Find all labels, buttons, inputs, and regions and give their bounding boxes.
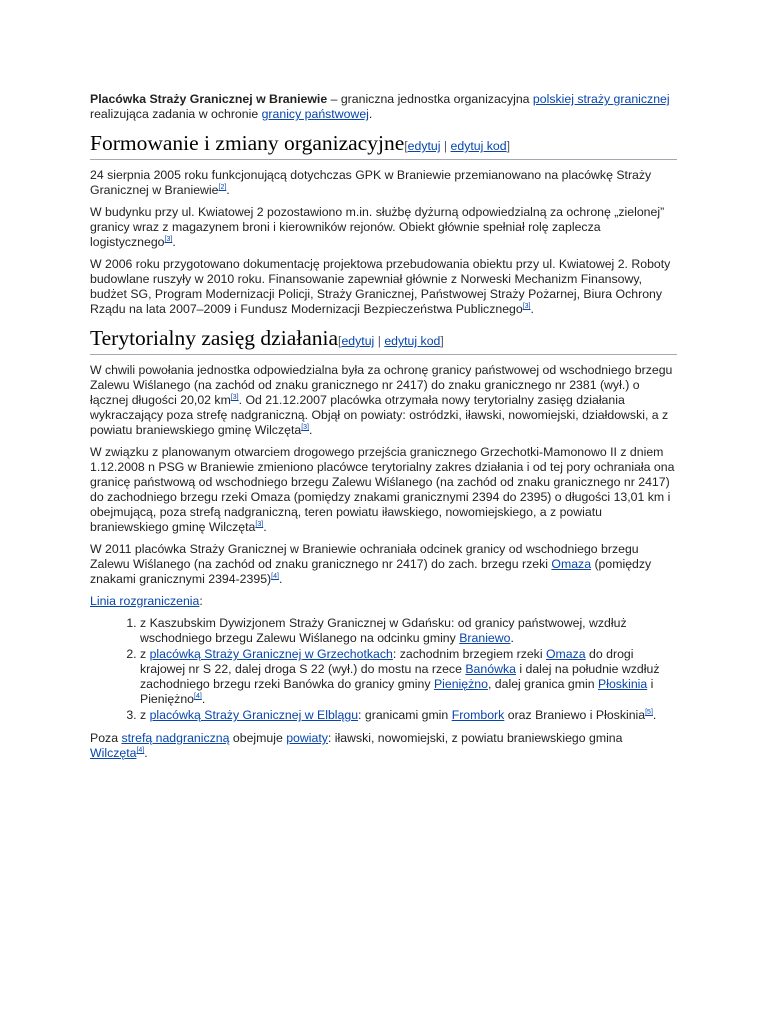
link-polska-straz-graniczna[interactable]: polskiej straży granicznej [532,92,670,106]
reference-link[interactable]: [3] [255,520,264,528]
link-pieniezno[interactable]: Pieniężno [433,677,488,691]
section1-paragraph-3: W 2006 roku przygotowano dokumentację projektowa przebudowania obiektu przy ul. Kwiatowej 2. Roboty budowlane ruszyły w 2010 roku. Finansowanie zapewniał głównie z Norweski Mechanizm Finansowy, budżet SG, Program Modernizacji Policji, Straży Granicznej, Państwowej Straży Pożarnej, Biura Ochrony Rządu na lata 2007–2009 i Fundusz Modernizacji Bezpieczeństwa Publicznego[3]. [90,257,671,316]
reference-link[interactable]: [4] [136,746,145,754]
link-omaza[interactable]: Omaza [551,557,592,571]
link-braniewo[interactable]: Braniewo [459,631,511,645]
section-heading-terytorialny: Terytorialny zasięg działania[edytuj | edytuj kod] [90,326,677,355]
link-placowka-elblag[interactable]: placówką Straży Granicznej w Elblągu [149,708,359,722]
section2-paragraph-1: W chwili powołania jednostka odpowiedzialna była za ochronę granicy państwowej od wschodniego brzegu Zalewu Wiślanego (na zachód od znaku granicznego nr 2417) do znaku granicznego nr 2381 (wył.) o łącznej długości 20,02 km[3]. Od 21.12.2007 placówka otrzymała nowy terytorialny zasięg działania wykraczający poza strefę nadgraniczną. Objął on powiaty: ostródzki, iławski, nowomiejski, działdowski, a z powiatu braniewskiego gminę Wilczęta[3]. [90,363,673,437]
edit-code-link[interactable]: edytuj kod [384,334,441,348]
list-item: 1. z Kaszubskim Dywizjonem Straży Granicznej w Gdańsku: od granicy państwowej, wzdłuż wschodniego brzegu Zalewu Wiślanego na odcinku gminy Braniewo. [140,616,677,646]
reference-link[interactable]: [4] [271,572,279,580]
link-linia-rozgraniczenia[interactable]: Linia rozgraniczenia [90,594,200,608]
intro-paragraph: Placówka Straży Granicznej w Braniewie – graniczna jednostka organizacyjna polskiej straży granicznej realizująca zadania w ochronie granicy państwowej. [90,92,670,121]
link-wilczeta[interactable]: Wilczęta [90,746,137,760]
article-body [90,92,677,768]
section2-paragraph-2: W związku z planowanym otwarciem drogowego przejścia granicznego Grzechotki-Mamonowo II z dniem 1.12.2008 n PSG w Braniewie zmieniono placówce terytorialny zakres działania i od tej pory ochraniała ona granicę państwową od wschodniego brzegu Zalewu Wiślanego (na zachód od znaku granicznego nr 2417) do zachodniego brzegu rzeki Omaza (pomiędzy znakami granicznymi 2394 do 2395) o długości 13,01 km i obejmującą, poza strefą nadgraniczną, teren powiatu iławskiego, nowomiejskiego, a z powiatu braniewskiego gminę Wilczęta[3]. [90,445,675,534]
link-omaza[interactable]: Omaza [545,647,586,661]
section2-paragraph-3: W 2011 placówka Straży Granicznej w Braniewie ochraniała odcinek granicy od wschodniego brzegu Zalewu Wiślanego (na zachód od znaku granicznego nr 2417) do zach. brzegu rzeki Omaza (pomiędzy znakami granicznymi 2394-2395)[4]. [90,542,652,586]
section1-paragraph-1: 24 sierpnia 2005 roku funkcjonującą dotychczas GPK w Braniewie przemianowano na placówkę Straży Granicznej w Braniewie[2]. [90,168,652,197]
reference-link[interactable]: [3] [522,302,531,310]
reference-link[interactable]: [2] [218,183,227,191]
link-strefa-nadgraniczna[interactable]: strefą nadgraniczną [121,731,230,745]
article-subject: Placówka Straży Granicznej w Braniewie [90,92,328,106]
section1-paragraph-2: W budynku przy ul. Kwiatowej 2 pozostawiono m.in. służbę dyżurną odpowiedzialną za ochronę „zielonej” granicy wraz z magazynem broni i kierowników rejonów. Obiekt głównie spełniał rolę zaplecza logistycznego[3]. [90,205,665,249]
section-edit-links: [edytuj | edytuj kod] [404,139,511,153]
link-ploskinia[interactable]: Płoskinia [598,677,648,691]
link-granica-panstwowa[interactable]: granicy państwowej [261,107,369,121]
reference-link[interactable]: [3] [301,423,309,431]
reference-link[interactable]: [4] [194,692,202,700]
link-frombork[interactable]: Frombork [451,708,505,722]
list-item: 2. z placówką Straży Granicznej w Grzechotkach: zachodnim brzegiem rzeki Omaza do drogi krajowej nr S 22, dalej droga S 22 (wył.) do mostu na rzece Banówka i dalej na południe wzdłuż zachodniego brzegu rzeki Banówka do granicy gminy Pieniężno, dalej granica gmin Płoskinia i Pieniężno[4]. [140,647,677,707]
link-banowka[interactable]: Banówka [465,662,516,676]
linia-rozgraniczenia: Linia rozgraniczenia: [90,594,203,608]
section-heading-formowanie: Formowanie i zmiany organizacyjne[edytuj | edytuj kod] [90,131,677,160]
section-edit-links: [edytuj | edytuj kod] [338,334,444,348]
edit-link[interactable]: edytuj [341,334,375,348]
boundary-list [90,616,677,723]
link-placowka-grzechotki[interactable]: placówką Straży Granicznej w Grzechotkach [149,647,393,661]
edit-code-link[interactable]: edytuj kod [450,139,507,153]
section2-paragraph-4: Poza strefą nadgraniczną obejmuje powiaty: iławski, nowomiejski, z powiatu braniewskiego gmina Wilczęta[4]. [90,731,623,760]
reference-link[interactable]: [5] [645,708,653,716]
reference-link[interactable]: [3] [230,393,239,401]
link-powiaty[interactable]: powiaty [286,731,328,745]
reference-link[interactable]: [3] [164,235,173,243]
edit-link[interactable]: edytuj [407,139,441,153]
list-item: 3. z placówką Straży Granicznej w Elblągu: granicami gmin Frombork oraz Braniewo i Płoskinia[5]. [140,708,677,723]
